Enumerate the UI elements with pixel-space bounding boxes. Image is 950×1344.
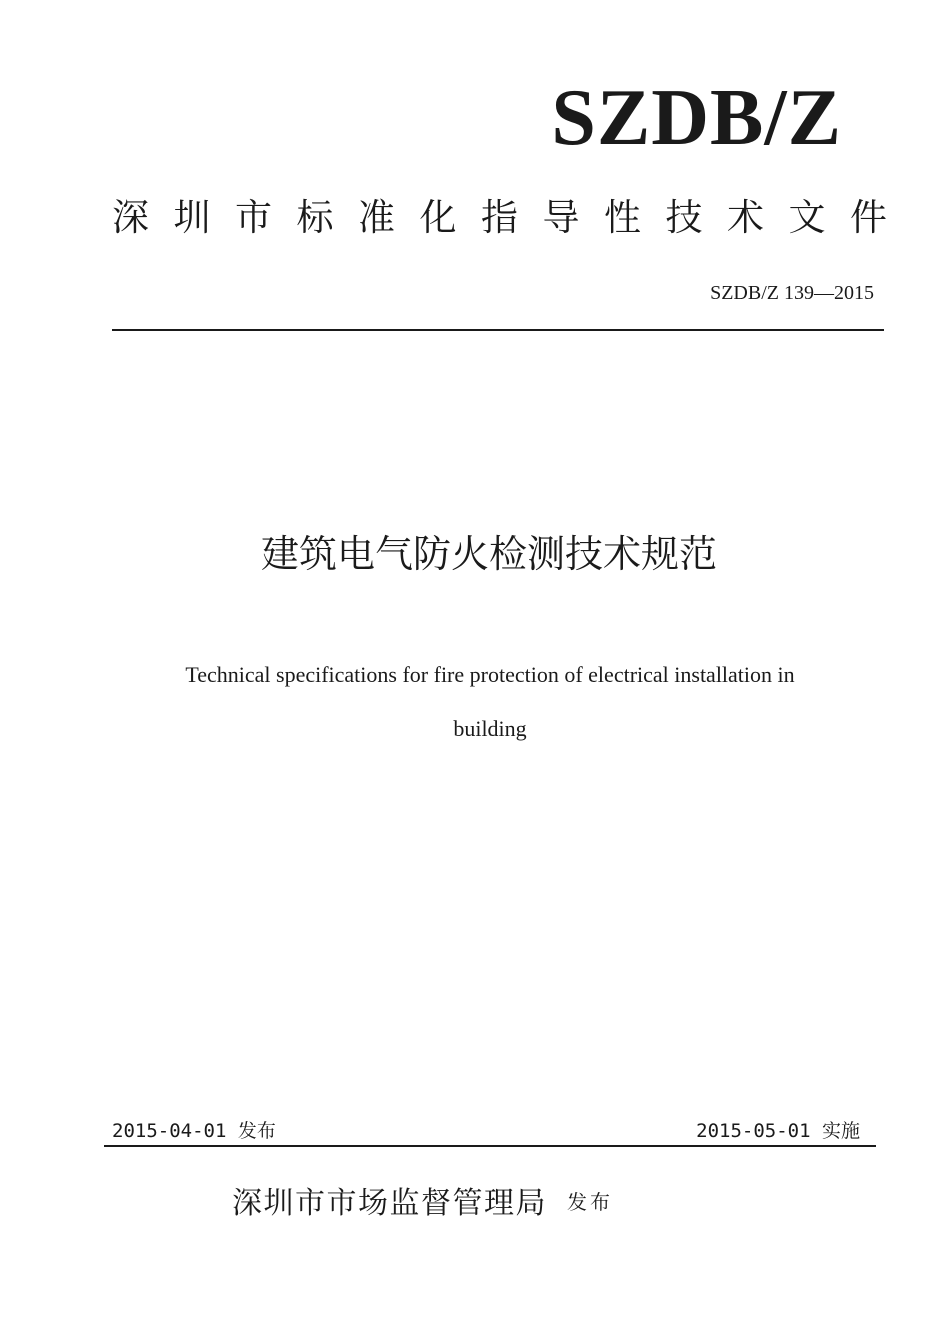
document-type: 深圳市标准化指导性技术文件 <box>112 196 912 239</box>
standard-code: SZDB/Z <box>551 74 842 162</box>
footer-divider <box>104 1145 876 1147</box>
title-english-line-2: building <box>453 716 527 741</box>
effective-date: 2015-05-01 实施 <box>696 1120 860 1142</box>
title-english <box>130 648 850 756</box>
header-divider <box>112 329 884 331</box>
document-number: SZDB/Z 139—2015 <box>710 282 874 304</box>
issuer <box>232 1186 613 1222</box>
issuer-name: 深圳市市场监督管理局 <box>232 1186 547 1221</box>
title-english-line-1: Technical specifications for fire protection of electrical installation in <box>185 662 795 687</box>
title-chinese: 建筑电气防火检测技术规范 <box>260 532 717 576</box>
issuer-suffix: 发布 <box>567 1190 613 1214</box>
issue-date: 2015-04-01 发布 <box>112 1120 276 1142</box>
